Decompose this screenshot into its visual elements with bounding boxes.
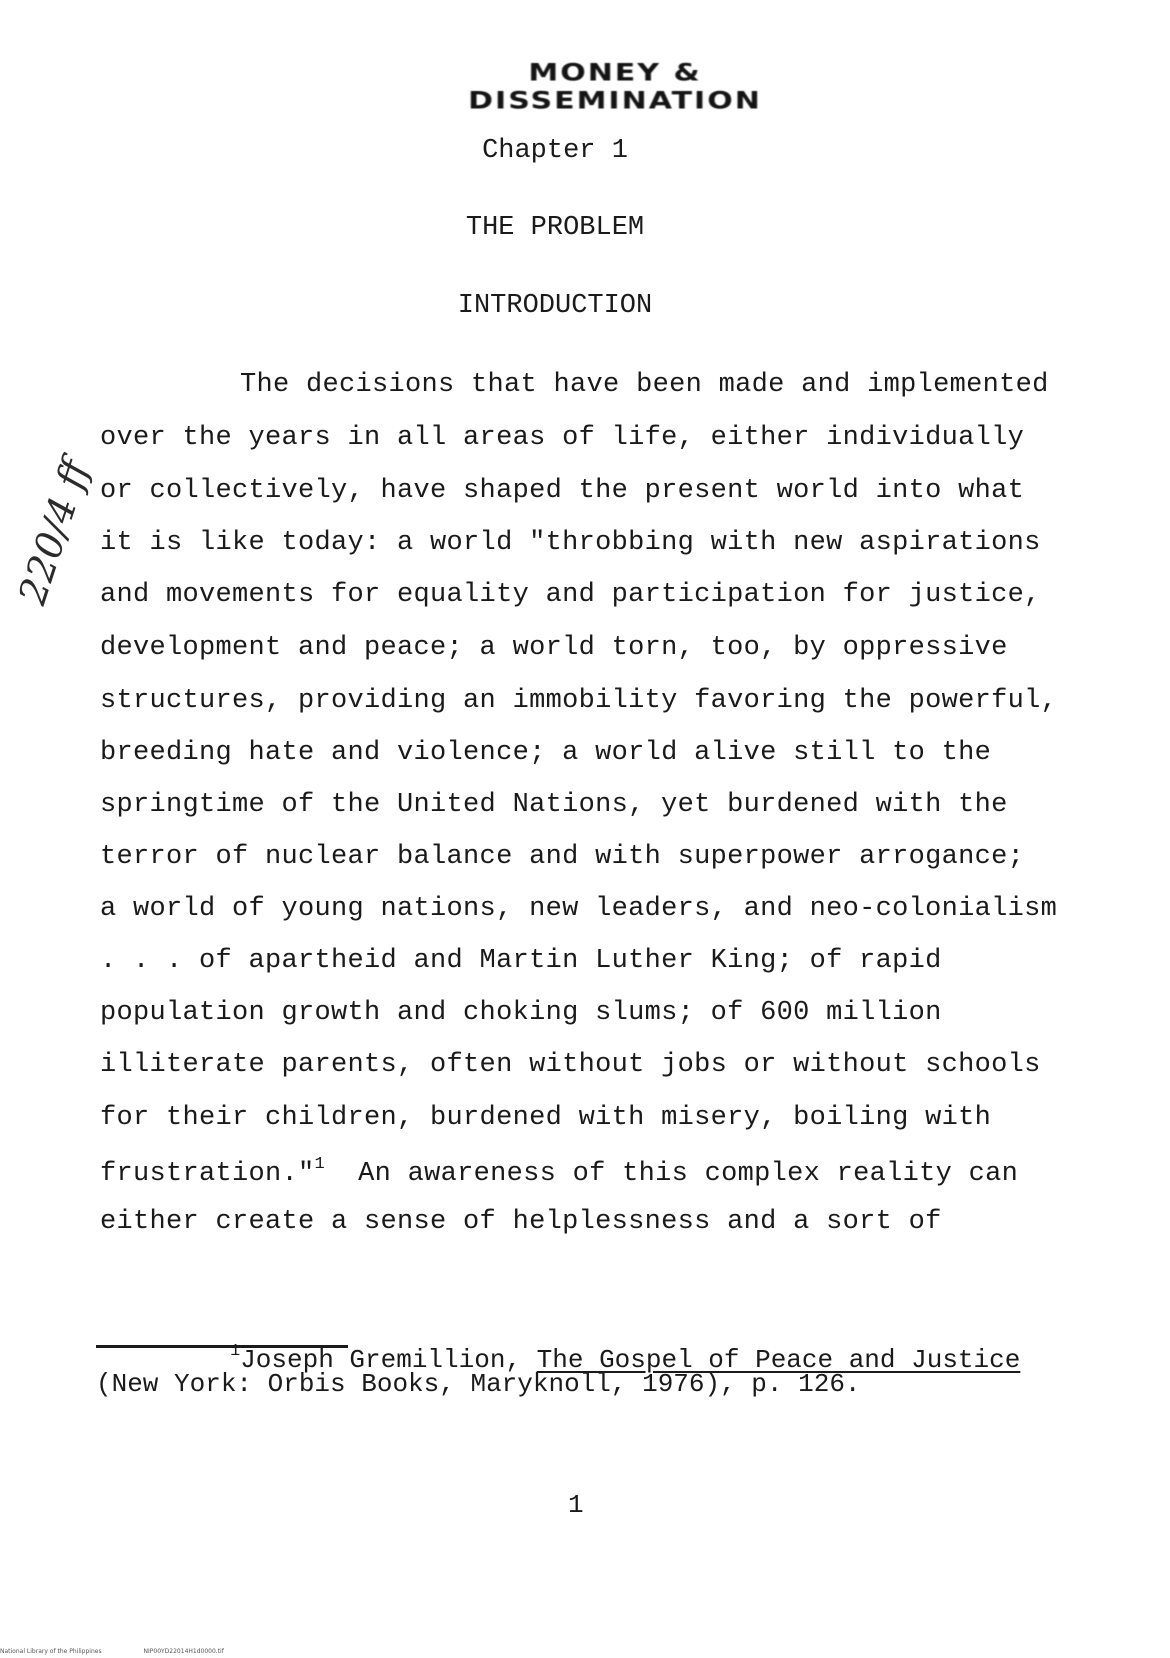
body-line: The decisions that have been made and implemented — [240, 370, 1049, 400]
body-line: breeding hate and violence; a world alive still to the — [100, 738, 992, 768]
body-line: a world of young nations, new leaders, and neo-colonialism — [100, 894, 1058, 924]
body-line: illiterate parents, often without jobs or without schools — [100, 1050, 1041, 1080]
footer-credit: National Library of the Philippines — [0, 1648, 102, 1655]
footnote-publication: (New York: Orbis Books, Maryknoll, 1976), p. 126. — [96, 1369, 861, 1399]
body-line: terror of nuclear balance and with superpower arrogance; — [100, 842, 1025, 872]
handwritten-margin-annotation: 220/4 ff — [10, 454, 98, 610]
footnote-reference: 1 — [314, 1155, 326, 1174]
body-line: for their children, burdened with misery, boiling with — [100, 1103, 992, 1133]
body-line: structures, providing an immobility favoring the powerful, — [100, 686, 1058, 716]
scan-footer — [0, 1648, 264, 1655]
footnote-marker: 1 — [230, 1342, 241, 1361]
body-line: springtime of the United Nations, yet burdened with the — [100, 790, 1008, 820]
body-line: either create a sense of helplessness and a sort of — [100, 1207, 942, 1237]
footer-file: NIP00YD22014H1d0000.tif — [143, 1648, 224, 1655]
body-text: frustration." — [100, 1159, 315, 1189]
body-line: . . . of apartheid and Martin Luther King; of rapid — [100, 946, 942, 976]
body-text: An awareness of this complex reality can — [325, 1159, 1019, 1189]
footnote-author: Joseph Gremillion, — [240, 1345, 537, 1375]
body-line-with-footnote — [100, 1155, 1018, 1189]
body-line: and movements for equality and participation for justice, — [100, 580, 1041, 610]
page-number: 1 — [568, 1490, 584, 1520]
body-line: or collectively, have shaped the present world into what — [100, 476, 1025, 506]
subsection-title: INTRODUCTION — [457, 291, 653, 321]
body-line: population growth and choking slums; of 600 million — [100, 998, 942, 1028]
body-line: development and peace; a world torn, too, by oppressive — [100, 633, 1008, 663]
body-line: it is like today: a world "throbbing with new aspirations — [100, 528, 1041, 558]
section-title: THE PROBLEM — [465, 213, 645, 243]
archive-stamp: MONEY & DISSEMINATION — [468, 59, 762, 115]
chapter-heading: Chapter 1 — [482, 136, 628, 166]
footnote-title: The Gospel of Peace and Justice — [536, 1345, 1021, 1375]
body-line: over the years in all areas of life, either individually — [100, 423, 1025, 453]
